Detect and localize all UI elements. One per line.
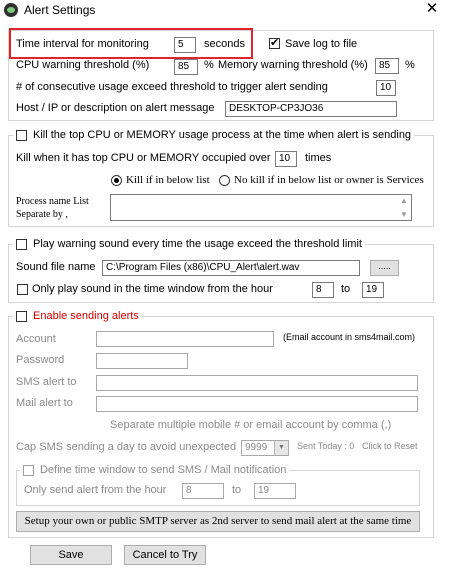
only-send-label: Only send alert from the hour xyxy=(24,484,167,496)
mail-input[interactable] xyxy=(96,396,418,412)
no-kill-radio[interactable] xyxy=(219,175,230,186)
app-icon xyxy=(4,3,18,17)
send-to-hour-input[interactable]: 19 xyxy=(254,483,296,499)
send-to-label: to xyxy=(232,484,242,496)
sending-legend xyxy=(13,310,142,324)
seconds-label: seconds xyxy=(204,38,245,50)
kill-legend-label: Kill the top CPU or MEMORY usage process at the time when alert is sending xyxy=(33,129,412,141)
password-input[interactable] xyxy=(96,353,188,369)
scroll-up-icon[interactable]: ▲ xyxy=(400,196,408,205)
sent-today-label: Sent Today : 0 xyxy=(297,441,355,451)
sms-input[interactable] xyxy=(96,375,418,391)
time-interval-input[interactable]: 5 xyxy=(174,37,196,53)
sending-checkbox[interactable] xyxy=(16,311,27,322)
cap-label: Cap SMS sending a day to avoid unexpected xyxy=(16,441,237,453)
define-window-label: Define time window to send SMS / Mail notification xyxy=(40,464,287,476)
close-icon[interactable]: ✕ xyxy=(425,0,439,17)
sound-file-input[interactable]: C:\Program Files (x86)\CPU_Alert\alert.wav xyxy=(102,260,360,276)
sound-to-hour-input[interactable]: 19 xyxy=(362,282,384,298)
cpu-threshold-label: CPU warning threshold (%) xyxy=(16,59,150,71)
kill-in-list-radio[interactable] xyxy=(111,175,122,186)
account-label: Account xyxy=(16,333,56,345)
times-label: times xyxy=(305,152,332,164)
save-log-label: Save log to file xyxy=(285,38,358,50)
mail-label: Mail alert to xyxy=(16,397,73,409)
sound-from-hour-input[interactable]: 8 xyxy=(312,282,334,298)
click-reset-link[interactable]: Click to Reset xyxy=(362,441,418,451)
kill-checkbox[interactable] xyxy=(16,130,27,141)
account-input[interactable] xyxy=(96,331,274,347)
account-hint: (Email account in sms4mail.com) xyxy=(283,332,416,342)
browse-button[interactable]: ..... xyxy=(370,260,399,276)
kill-in-list-label: Kill if in below list xyxy=(126,174,210,186)
define-window-legend xyxy=(20,464,289,478)
kill-occupied-label: Kill when it has top CPU or MEMORY occupied over xyxy=(16,152,271,164)
host-input[interactable]: DESKTOP-CP3JO36 xyxy=(225,101,397,117)
sound-legend-label: Play warning sound every time the usage exceed the threshold limit xyxy=(33,238,362,250)
cancel-button[interactable]: Cancel to Try xyxy=(124,545,206,565)
no-kill-label: No kill if in below list or owner is Services xyxy=(234,174,424,186)
memory-percent-sign: % xyxy=(405,59,415,71)
cpu-percent-sign: % xyxy=(204,59,214,71)
window-title: Alert Settings xyxy=(24,3,96,17)
save-log-checkbox[interactable] xyxy=(269,38,280,49)
process-list-label-2: Separate by , xyxy=(16,209,68,220)
sound-window-label: Only play sound in the time window from the hour xyxy=(32,283,273,295)
cap-select[interactable]: 9999 xyxy=(241,440,289,456)
separate-note: Separate multiple mobile # or email account by comma (,) xyxy=(110,419,392,431)
define-window-checkbox[interactable] xyxy=(23,465,34,476)
time-interval-label: Time interval for monitoring xyxy=(16,38,149,50)
kill-occupied-input[interactable]: 10 xyxy=(275,151,297,167)
consecutive-input[interactable]: 10 xyxy=(376,80,396,96)
smtp-setup-button[interactable]: Setup your own or public SMTP server as 2nd server to send mail alert at the same time xyxy=(16,511,420,532)
sound-legend xyxy=(13,238,365,252)
sending-legend-label: Enable sending alerts xyxy=(33,310,139,322)
sound-checkbox[interactable] xyxy=(16,239,27,250)
send-from-hour-input[interactable]: 8 xyxy=(182,483,224,499)
chevron-down-icon[interactable]: ▼ xyxy=(274,441,288,455)
sound-file-label: Sound file name xyxy=(16,261,96,273)
kill-legend xyxy=(13,129,414,143)
password-label: Password xyxy=(16,354,65,366)
process-list-input[interactable] xyxy=(110,194,412,221)
sms-label: SMS alert to xyxy=(16,376,77,388)
memory-threshold-label: Memory warning threshold (%) xyxy=(218,59,368,71)
process-list-label-1: Process name List xyxy=(16,196,89,207)
cpu-threshold-input[interactable]: 85 xyxy=(174,59,198,75)
host-label: Host / IP or description on alert message xyxy=(16,102,215,114)
scroll-down-icon[interactable]: ▼ xyxy=(400,210,408,219)
save-button[interactable]: Save xyxy=(30,545,112,565)
sound-to-label: to xyxy=(341,283,351,295)
memory-threshold-input[interactable]: 85 xyxy=(375,58,399,74)
consecutive-label: # of consecutive usage exceed threshold to trigger alert sending xyxy=(16,81,328,93)
sound-window-checkbox[interactable] xyxy=(17,284,28,295)
